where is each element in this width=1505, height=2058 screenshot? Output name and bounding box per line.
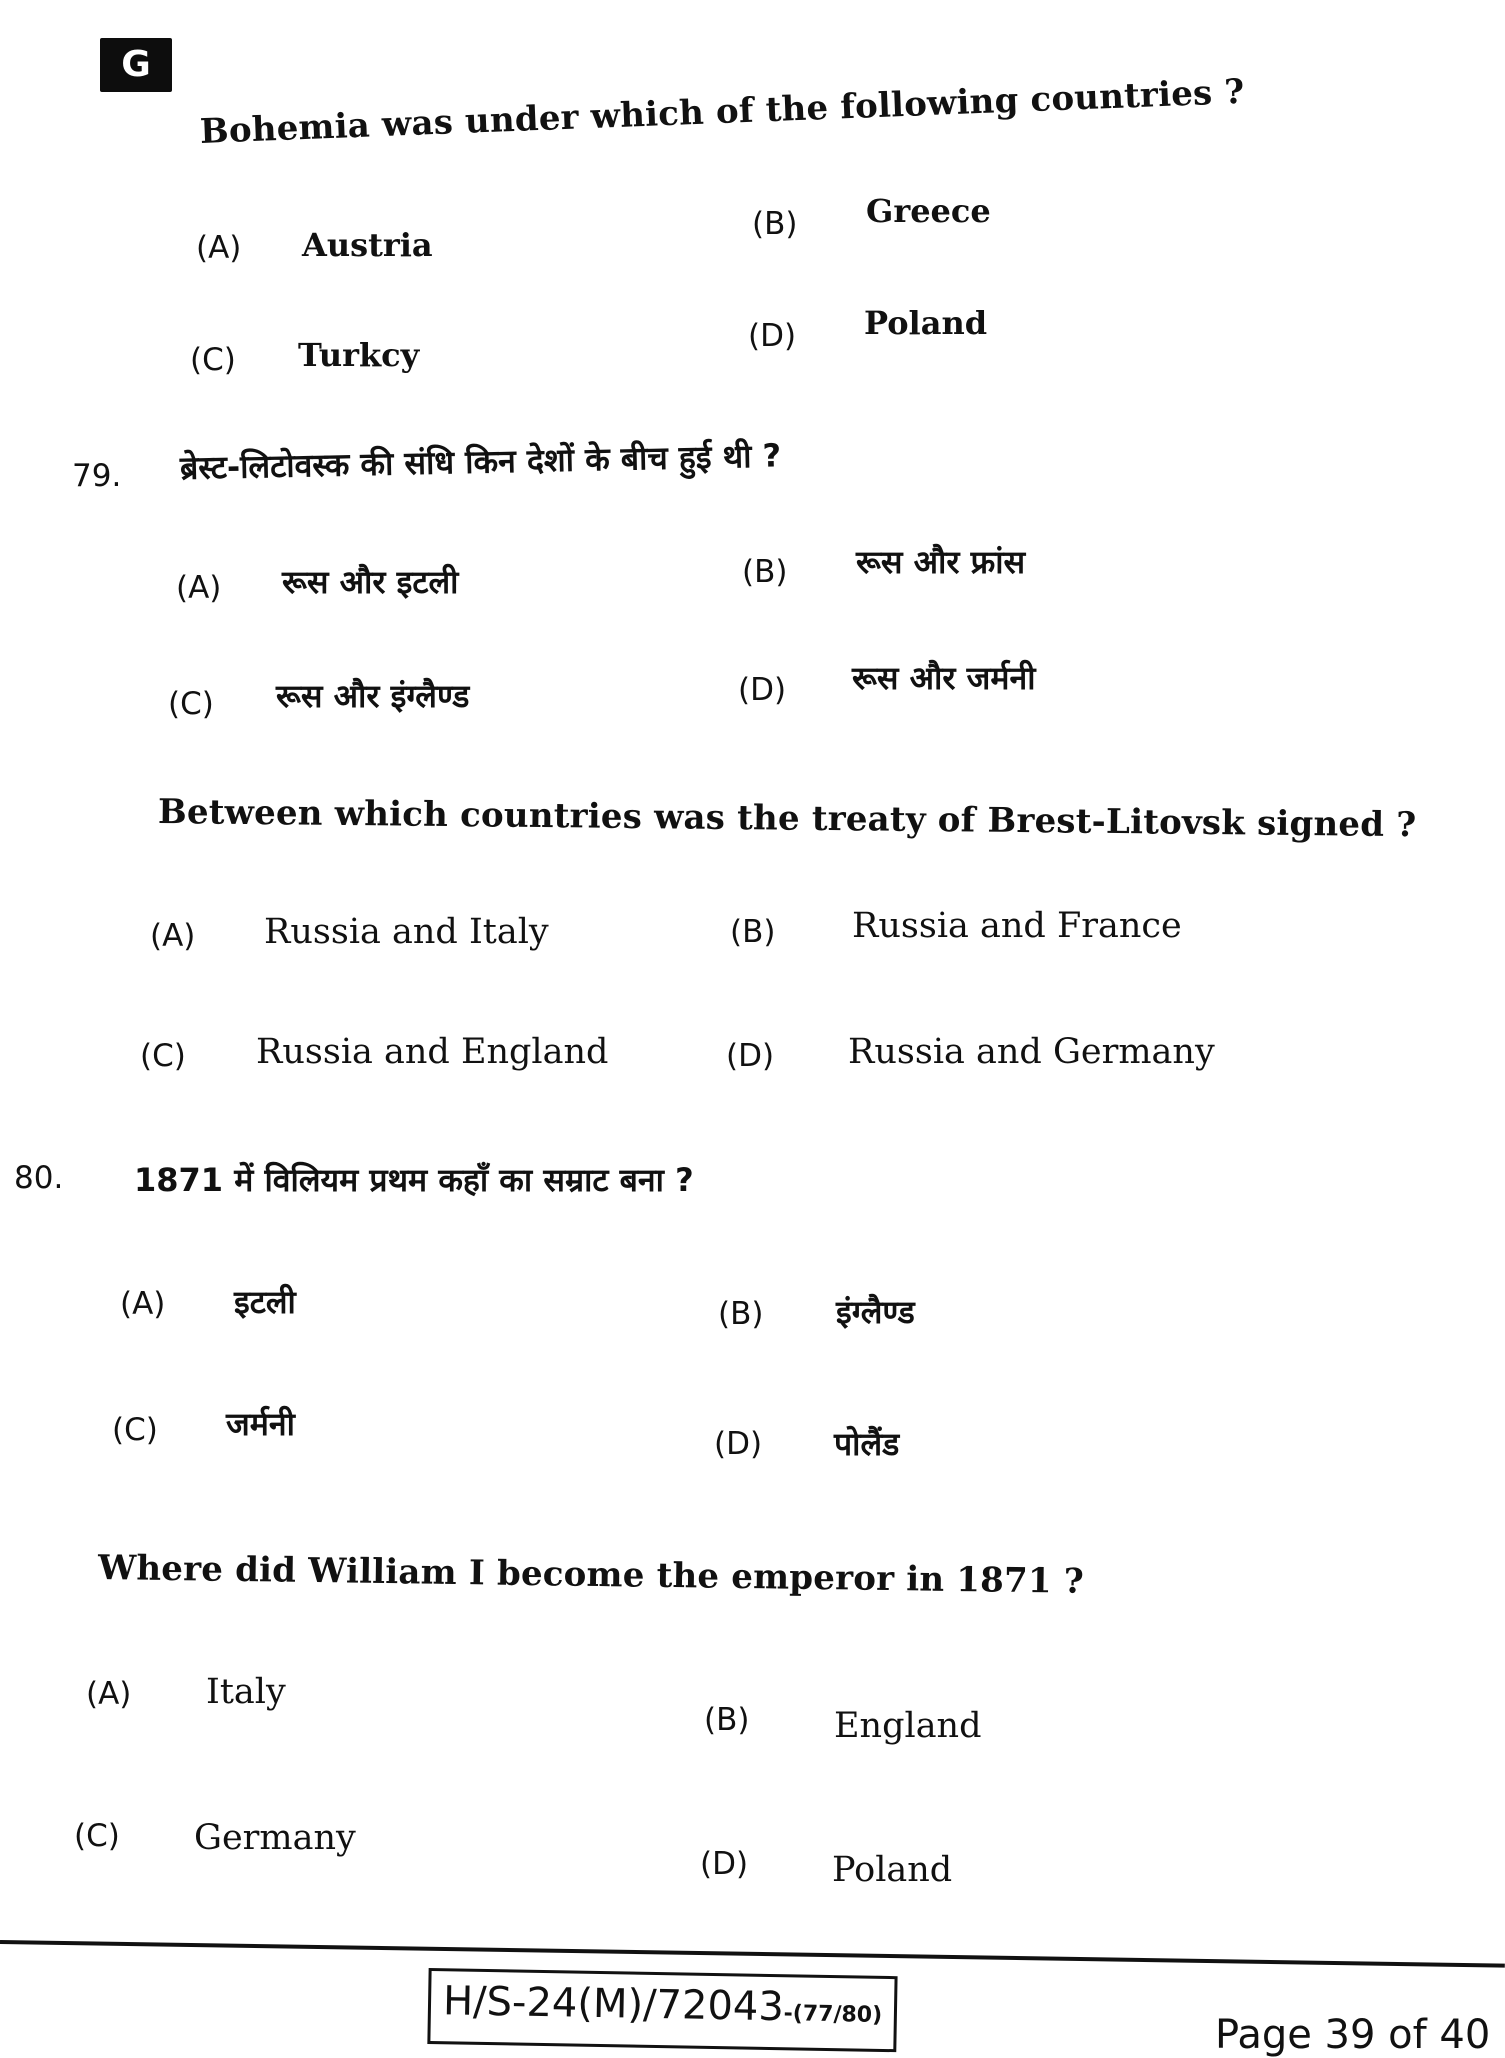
q80-hi-option-c-label: (C)	[112, 1412, 158, 1448]
q80-hi-option-c-text: जर्मनी	[226, 1405, 295, 1443]
question-78-text-en: Bohemia was under which of the following countries ?	[199, 71, 1246, 152]
q79-hi-option-c-label: (C)	[168, 686, 214, 722]
q78-option-d-label: (D)	[748, 318, 797, 354]
q78-option-d-text: Poland	[864, 304, 988, 342]
question-79-number: 79.	[72, 458, 122, 494]
q78-option-b-label: (B)	[752, 206, 798, 242]
question-79-text-en: Between which countries was the treaty of Brest-Litovsk signed ?	[157, 792, 1417, 846]
question-80-text-en: Where did William I become the emperor in 1871 ?	[97, 1548, 1085, 1602]
q80-en-option-d-text: Poland	[832, 1850, 953, 1890]
q79-en-option-a-text: Russia and Italy	[264, 912, 549, 952]
paper-code: H/S-24(M)/72043	[442, 1978, 785, 2031]
q79-en-option-a-label: (A)	[150, 918, 196, 954]
q80-hi-option-a-text: इटली	[234, 1283, 296, 1321]
q79-hi-option-b-text: रूस और फ्रांस	[856, 543, 1026, 581]
question-80-number: 80.	[14, 1160, 64, 1196]
page-indicator: Page 39 of 40	[1215, 2012, 1491, 2058]
q79-en-option-b-label: (B)	[730, 914, 776, 950]
q78-option-c-text: Turkcy	[298, 336, 420, 374]
q80-en-option-a-label: (A)	[86, 1676, 132, 1712]
paper-code-box	[427, 1968, 898, 2052]
q80-en-option-b-label: (B)	[704, 1702, 750, 1738]
q80-en-option-c-text: Germany	[194, 1818, 356, 1858]
q80-en-option-a-text: Italy	[206, 1672, 286, 1712]
q80-hi-option-a-label: (A)	[120, 1286, 166, 1322]
q79-en-option-b-text: Russia and France	[852, 906, 1182, 946]
q80-hi-option-b-text: इंग्लैण्ड	[836, 1293, 915, 1331]
q80-en-option-b-text: England	[834, 1706, 982, 1746]
q80-en-option-d-label: (D)	[700, 1846, 749, 1882]
q78-option-a-text: Austria	[302, 226, 433, 264]
q80-en-option-c-label: (C)	[74, 1818, 120, 1854]
booklet-series-badge: G	[100, 38, 172, 92]
footer-divider	[0, 1940, 1505, 1968]
q78-option-c-label: (C)	[190, 342, 236, 378]
q79-hi-option-a-text: रूस और इटली	[282, 563, 459, 601]
q78-option-b-text: Greece	[866, 192, 991, 230]
q79-hi-option-a-label: (A)	[176, 570, 222, 606]
q80-hi-option-d-text: पोलैंड	[834, 1425, 900, 1463]
q79-en-option-c-text: Russia and England	[256, 1032, 609, 1072]
q79-hi-option-b-label: (B)	[742, 554, 788, 590]
q79-en-option-c-label: (C)	[140, 1038, 186, 1074]
q79-hi-option-c-text: रूस और इंग्लैण्ड	[276, 677, 470, 715]
q79-en-option-d-label: (D)	[726, 1038, 775, 1074]
q78-option-a-label: (A)	[196, 230, 242, 266]
paper-code-suffix: -(77/80)	[783, 2001, 883, 2028]
q80-hi-option-b-label: (B)	[718, 1296, 764, 1332]
q79-en-option-d-text: Russia and Germany	[848, 1032, 1215, 1072]
q79-hi-option-d-text: रूस और जर्मनी	[852, 659, 1036, 697]
question-79-text-hi: ब्रेस्ट-लिटोवस्क की संधि किन देशों के बीच हुई थी ?	[179, 436, 782, 487]
q79-hi-option-d-label: (D)	[738, 672, 787, 708]
question-80-text-hi: 1871 में विलियम प्रथम कहाँ का सम्राट बना ?	[134, 1161, 694, 1199]
q80-hi-option-d-label: (D)	[714, 1426, 763, 1462]
